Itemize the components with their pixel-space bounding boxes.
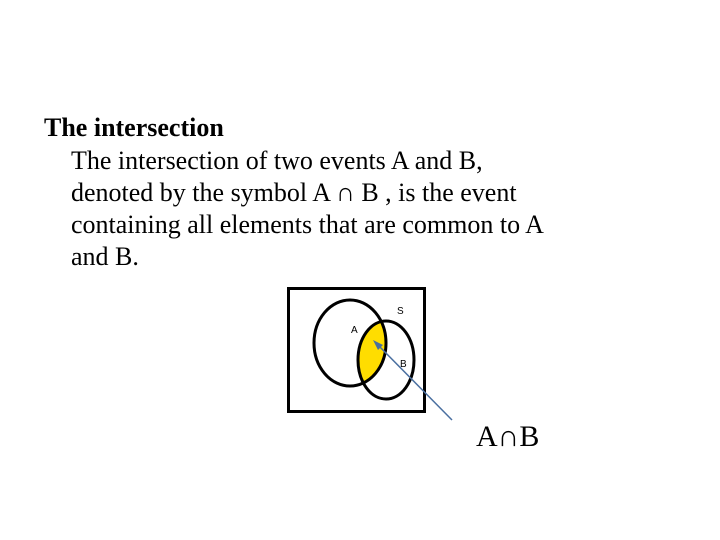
set-a-label: A [351,325,358,336]
body-line: containing all elements that are common to A [71,210,544,239]
sample-space-label: S [397,306,404,317]
body-line: and B. [71,242,139,271]
body-line: denoted by the symbol A ∩ B , is the event [71,178,517,207]
set-b-label: B [400,359,407,370]
sample-space-box [289,289,425,412]
body-line: The intersection of two events A and B, [71,146,483,175]
intersection-caption: A∩B [476,420,540,453]
slide-title: The intersection [44,113,224,142]
